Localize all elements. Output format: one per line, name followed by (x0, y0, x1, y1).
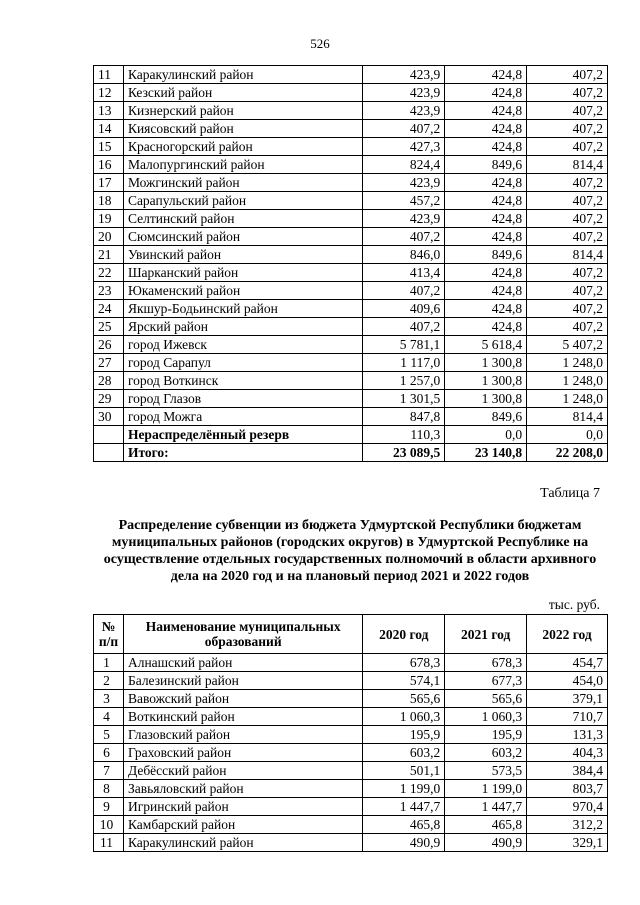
municipality-name: Завьяловский район (123, 780, 362, 798)
value-2021: 424,8 (445, 84, 527, 102)
row-number: 16 (94, 156, 124, 174)
value-2020: 1 060,3 (363, 708, 445, 726)
table-row (94, 174, 608, 192)
municipality-name: Глазовский район (123, 726, 362, 744)
value-2021: 603,2 (445, 744, 527, 762)
table-row (94, 816, 608, 834)
empty-cell (94, 426, 124, 444)
header-name: Наименование муниципальных образований (123, 615, 362, 654)
row-number: 29 (94, 390, 124, 408)
header-2022: 2022 год (527, 615, 608, 654)
value-2020: 407,2 (363, 318, 445, 336)
value-2021: 5 618,4 (445, 336, 527, 354)
row-number: 1 (94, 654, 124, 672)
value-2021: 678,3 (445, 654, 527, 672)
table-row (94, 408, 608, 426)
municipality-name: Сюмсинский район (123, 228, 363, 246)
header-no: № п/п (94, 615, 124, 654)
value-2022: 454,0 (527, 672, 608, 690)
value-2021: 424,8 (445, 300, 527, 318)
municipality-name: Балезинский район (123, 672, 362, 690)
reserve-label: Нераспределённый резерв (123, 426, 363, 444)
value-2020: 423,9 (363, 66, 445, 84)
municipality-name: Малопургинский район (123, 156, 363, 174)
value-2020: 847,8 (363, 408, 445, 426)
table-row (94, 192, 608, 210)
row-number: 11 (94, 834, 124, 852)
value-2021: 1 199,0 (445, 780, 527, 798)
value-2020: 423,9 (363, 102, 445, 120)
value-2020: 407,2 (363, 282, 445, 300)
reserve-row (94, 426, 608, 444)
row-number: 13 (94, 102, 124, 120)
value-2021: 565,6 (445, 690, 527, 708)
value-2021: 424,8 (445, 228, 527, 246)
municipality-name: Каракулинский район (123, 66, 363, 84)
value-2021: 849,6 (445, 246, 527, 264)
row-number: 7 (94, 762, 124, 780)
municipality-name: Вавожский район (123, 690, 362, 708)
table-row (94, 798, 608, 816)
municipality-name: Алнашский район (123, 654, 362, 672)
municipality-name: Увинский район (123, 246, 363, 264)
municipality-name: Дебёсский район (123, 762, 362, 780)
reserve-2020: 110,3 (363, 426, 445, 444)
table-7 (93, 614, 608, 852)
total-2020: 23 089,5 (363, 444, 445, 462)
row-number: 10 (94, 816, 124, 834)
value-2021: 424,8 (445, 192, 527, 210)
value-2020: 1 199,0 (363, 780, 445, 798)
municipality-name: Ярский район (123, 318, 363, 336)
value-2022: 407,2 (527, 66, 608, 84)
row-number: 5 (94, 726, 124, 744)
table-row (94, 690, 608, 708)
value-2022: 970,4 (527, 798, 608, 816)
total-row (94, 444, 608, 462)
municipality-name: Граховский район (123, 744, 362, 762)
row-number: 24 (94, 300, 124, 318)
value-2022: 407,2 (527, 120, 608, 138)
value-2020: 1 257,0 (363, 372, 445, 390)
value-2022: 407,2 (527, 318, 608, 336)
value-2021: 424,8 (445, 264, 527, 282)
value-2021: 1 300,8 (445, 354, 527, 372)
row-number: 28 (94, 372, 124, 390)
reserve-2022: 0,0 (527, 426, 608, 444)
table-6-continued (93, 65, 608, 462)
row-number: 19 (94, 210, 124, 228)
value-2021: 424,8 (445, 318, 527, 336)
table-row (94, 762, 608, 780)
value-2021: 1 447,7 (445, 798, 527, 816)
table-row (94, 372, 608, 390)
table-row (94, 156, 608, 174)
value-2021: 1 300,8 (445, 372, 527, 390)
municipality-name: город Ижевск (123, 336, 363, 354)
value-2021: 195,9 (445, 726, 527, 744)
value-2022: 1 248,0 (527, 372, 608, 390)
row-number: 25 (94, 318, 124, 336)
value-2021: 424,8 (445, 210, 527, 228)
value-2021: 849,6 (445, 156, 527, 174)
table-row (94, 66, 608, 84)
value-2022: 312,2 (527, 816, 608, 834)
empty-cell (94, 444, 124, 462)
value-2021: 424,8 (445, 282, 527, 300)
value-2021: 424,8 (445, 66, 527, 84)
table-row (94, 300, 608, 318)
table-row (94, 744, 608, 762)
municipality-name: Киясовский район (123, 120, 363, 138)
value-2020: 824,4 (363, 156, 445, 174)
value-2021: 677,3 (445, 672, 527, 690)
municipality-name: город Сарапул (123, 354, 363, 372)
row-number: 3 (94, 690, 124, 708)
municipality-name: Красногорский район (123, 138, 363, 156)
table-row (94, 726, 608, 744)
table-row (94, 390, 608, 408)
row-number: 22 (94, 264, 124, 282)
value-2020: 678,3 (363, 654, 445, 672)
value-2020: 1 301,5 (363, 390, 445, 408)
row-number: 23 (94, 282, 124, 300)
row-number: 26 (94, 336, 124, 354)
value-2020: 603,2 (363, 744, 445, 762)
municipality-name: Камбарский район (123, 816, 362, 834)
value-2022: 407,2 (527, 228, 608, 246)
row-number: 9 (94, 798, 124, 816)
table-row (94, 318, 608, 336)
row-number: 20 (94, 228, 124, 246)
table-row (94, 354, 608, 372)
municipality-name: город Глазов (123, 390, 363, 408)
municipality-name: Каракулинский район (123, 834, 362, 852)
row-number: 2 (94, 672, 124, 690)
value-2022: 407,2 (527, 300, 608, 318)
row-number: 4 (94, 708, 124, 726)
value-2022: 814,4 (527, 156, 608, 174)
row-number: 18 (94, 192, 124, 210)
value-2021: 424,8 (445, 102, 527, 120)
header-2021: 2021 год (445, 615, 527, 654)
value-2022: 407,2 (527, 138, 608, 156)
municipality-name: Селтинский район (123, 210, 363, 228)
row-number: 14 (94, 120, 124, 138)
total-label: Итого: (123, 444, 363, 462)
row-number: 11 (94, 66, 124, 84)
row-number: 21 (94, 246, 124, 264)
value-2020: 846,0 (363, 246, 445, 264)
value-2022: 407,2 (527, 264, 608, 282)
municipality-name: город Можга (123, 408, 363, 426)
value-2022: 131,3 (527, 726, 608, 744)
row-number: 6 (94, 744, 124, 762)
value-2022: 1 248,0 (527, 390, 608, 408)
row-number: 15 (94, 138, 124, 156)
table-row (94, 672, 608, 690)
value-2022: 5 407,2 (527, 336, 608, 354)
table-row (94, 102, 608, 120)
table-row (94, 336, 608, 354)
value-2020: 413,4 (363, 264, 445, 282)
row-number: 12 (94, 84, 124, 102)
value-2022: 407,2 (527, 102, 608, 120)
table-row (94, 834, 608, 852)
value-2021: 424,8 (445, 138, 527, 156)
row-number: 27 (94, 354, 124, 372)
value-2020: 565,6 (363, 690, 445, 708)
value-2020: 465,8 (363, 816, 445, 834)
value-2022: 814,4 (527, 246, 608, 264)
value-2022: 404,3 (527, 744, 608, 762)
table-row (94, 654, 608, 672)
value-2021: 490,9 (445, 834, 527, 852)
value-2021: 424,8 (445, 174, 527, 192)
table-row (94, 282, 608, 300)
value-2020: 1 117,0 (363, 354, 445, 372)
value-2020: 423,9 (363, 210, 445, 228)
municipality-name: Кезский район (123, 84, 363, 102)
table-row (94, 138, 608, 156)
municipality-name: Юкаменский район (123, 282, 363, 300)
value-2020: 574,1 (363, 672, 445, 690)
reserve-2021: 0,0 (445, 426, 527, 444)
value-2022: 407,2 (527, 174, 608, 192)
table-row (94, 210, 608, 228)
row-number: 30 (94, 408, 124, 426)
table-row (94, 84, 608, 102)
value-2022: 454,7 (527, 654, 608, 672)
table-7-title: Распределение субвенции из бюджета Удмуртской Республики бюджетам муниципальных районов (городских округов) в Удмуртской Республике на осуществление отдельных государственных полномочий в области архивного дела на 2020 год и на плановый период 2021 и 2022 годов (103, 518, 597, 584)
municipality-name: город Воткинск (123, 372, 363, 390)
municipality-name: Можгинский район (123, 174, 363, 192)
value-2022: 384,4 (527, 762, 608, 780)
value-2022: 814,4 (527, 408, 608, 426)
value-2020: 407,2 (363, 120, 445, 138)
value-2020: 409,6 (363, 300, 445, 318)
table-header-row (94, 615, 608, 654)
value-2022: 407,2 (527, 84, 608, 102)
municipality-name: Сарапульский район (123, 192, 363, 210)
value-2020: 457,2 (363, 192, 445, 210)
value-2021: 1 300,8 (445, 390, 527, 408)
table-7-label: Таблица 7 (540, 486, 600, 501)
total-2022: 22 208,0 (527, 444, 608, 462)
table-row (94, 228, 608, 246)
value-2022: 407,2 (527, 282, 608, 300)
municipality-name: Кизнерский район (123, 102, 363, 120)
value-2020: 427,3 (363, 138, 445, 156)
row-number: 8 (94, 780, 124, 798)
value-2022: 407,2 (527, 192, 608, 210)
table-row (94, 246, 608, 264)
value-2021: 849,6 (445, 408, 527, 426)
units-label: тыс. руб. (548, 597, 600, 612)
value-2022: 803,7 (527, 780, 608, 798)
table-row (94, 264, 608, 282)
header-2020: 2020 год (363, 615, 445, 654)
value-2020: 423,9 (363, 84, 445, 102)
table-row (94, 780, 608, 798)
value-2020: 490,9 (363, 834, 445, 852)
value-2020: 5 781,1 (363, 336, 445, 354)
value-2021: 424,8 (445, 120, 527, 138)
value-2021: 1 060,3 (445, 708, 527, 726)
table-row (94, 120, 608, 138)
table-row (94, 708, 608, 726)
row-number: 17 (94, 174, 124, 192)
value-2020: 1 447,7 (363, 798, 445, 816)
municipality-name: Игринский район (123, 798, 362, 816)
municipality-name: Воткинский район (123, 708, 362, 726)
value-2021: 573,5 (445, 762, 527, 780)
value-2020: 423,9 (363, 174, 445, 192)
value-2022: 1 248,0 (527, 354, 608, 372)
page-number: 526 (310, 36, 330, 51)
value-2020: 501,1 (363, 762, 445, 780)
value-2022: 379,1 (527, 690, 608, 708)
municipality-name: Шарканский район (123, 264, 363, 282)
value-2020: 407,2 (363, 228, 445, 246)
total-2021: 23 140,8 (445, 444, 527, 462)
value-2022: 329,1 (527, 834, 608, 852)
municipality-name: Якшур-Бодьинский район (123, 300, 363, 318)
value-2021: 465,8 (445, 816, 527, 834)
value-2020: 195,9 (363, 726, 445, 744)
value-2022: 407,2 (527, 210, 608, 228)
value-2022: 710,7 (527, 708, 608, 726)
